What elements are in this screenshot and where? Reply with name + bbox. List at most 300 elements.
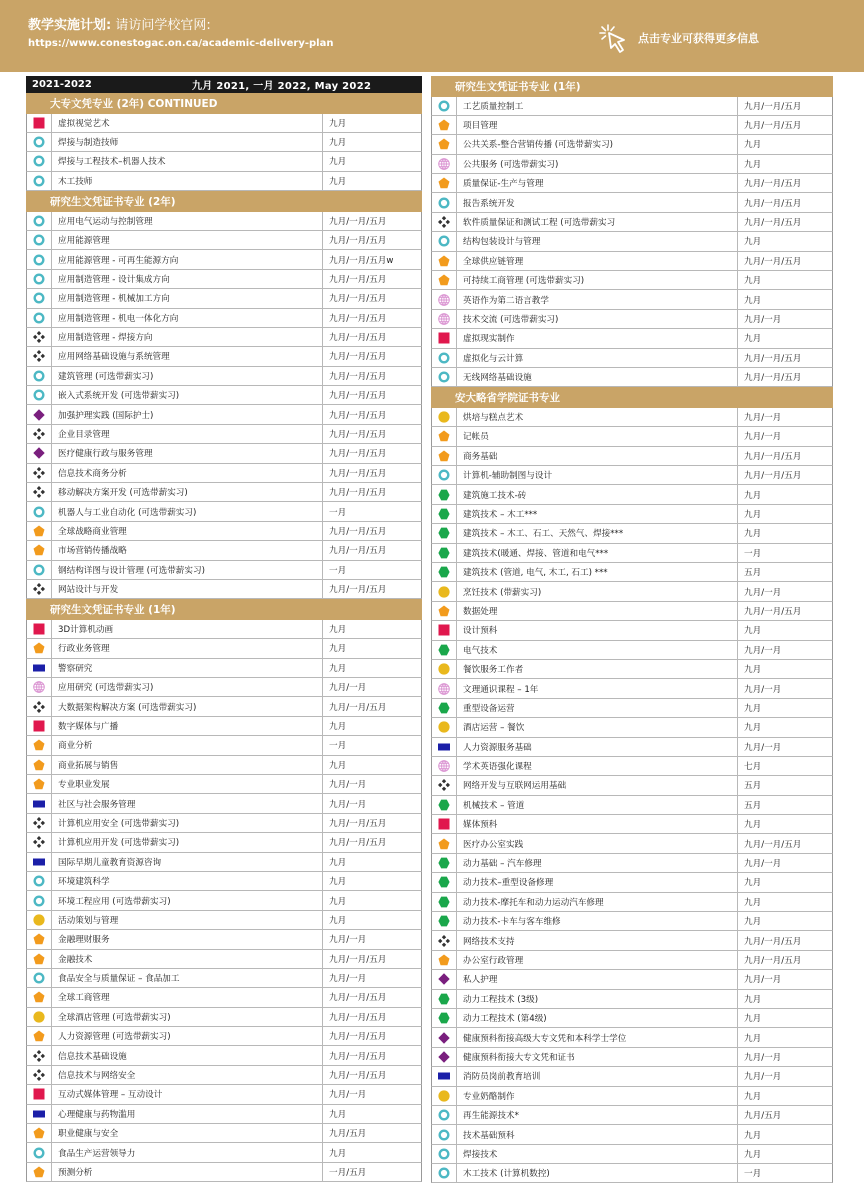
square-icon [27,717,52,735]
program-row[interactable] [26,483,422,502]
cursor-click-icon [598,22,634,54]
program-name[interactable]: 预测分析 [52,1163,323,1181]
program-name[interactable]: 机械技术 – 管道 [457,796,738,814]
program-name[interactable]: 焊接与制造技师 [52,133,323,151]
program-intake: 九月 [744,276,762,287]
square-icon [432,621,457,639]
program-name[interactable]: 应用能源管理 - 可再生能源方向 [52,250,323,268]
program-row[interactable] [26,1027,422,1046]
circle-icon [27,502,52,520]
cluster-icon [27,697,52,715]
program-name[interactable]: 互动式媒体管理 – 互动设计 [52,1085,323,1103]
program-intake: 九月/一月/五月 [329,313,387,324]
program-intake: 九月 [744,510,762,520]
program-intake: 九月/一月/五月 [329,216,387,227]
program-row[interactable] [26,717,422,736]
program-row[interactable] [431,602,833,621]
program-intake: 九月 [744,878,762,889]
program-row[interactable] [26,911,422,930]
program-row[interactable] [26,114,422,133]
program-name[interactable]: 专业职业发展 [52,775,323,793]
program-row[interactable] [431,524,833,543]
program-name[interactable]: 消防员岗前教育培训 [457,1067,738,1085]
program-intake: 九月 [744,334,762,345]
program-row[interactable] [26,872,422,891]
program-row[interactable] [26,405,422,424]
rect-icon [432,1067,457,1085]
program-name[interactable]: 私人护理 [457,970,738,988]
program-intake: 九月/一月 [744,684,782,695]
program-row[interactable] [26,250,422,269]
program-intake: 九月/一月/五月 [744,451,802,462]
program-intake: 九月/一月/五月 [329,838,387,849]
program-name[interactable]: 虚拟化与云计算 [457,349,738,367]
pentagon-icon [27,930,52,948]
program-row[interactable] [26,756,422,775]
pentagon-icon [27,522,52,540]
program-name[interactable]: 金融理财服务 [52,930,323,948]
program-intake: 九月/一月/五月 [329,430,387,441]
program-row[interactable] [431,621,833,640]
program-name[interactable]: 电气技术 [457,641,738,659]
program-row[interactable] [26,639,422,658]
program-row[interactable] [431,1125,833,1144]
program-row[interactable] [431,368,833,387]
program-row[interactable] [431,563,833,582]
program-intake: 九月/一月 [744,413,782,424]
program-row[interactable] [26,1124,422,1143]
program-name[interactable]: 网络技术支持 [457,931,738,949]
pentagon-icon [432,116,457,134]
program-intake: 九月 [329,625,347,636]
program-intake: 九月/一月/五月 [329,954,387,965]
program-name[interactable]: 餐饮服务工作者 [457,660,738,678]
program-intake: 九月/一月/五月 [744,101,802,112]
program-name[interactable]: 行政业务管理 [52,639,323,657]
program-name[interactable]: 再生能源技术* [457,1106,738,1124]
program-name[interactable]: 建筑技术 – 木工*** [457,505,738,523]
program-name[interactable]: 可持续工商管理 (可选带薪实习) [457,271,738,289]
program-name[interactable]: 商业分析 [52,736,323,754]
program-row[interactable] [431,329,833,348]
program-row[interactable] [431,990,833,1009]
program-name[interactable]: 信息技术商务分析 [52,464,323,482]
program-row[interactable] [431,485,833,504]
program-name[interactable]: 办公室行政管理 [457,951,738,969]
program-name[interactable]: 建筑施工技术-砖 [457,485,738,503]
program-row[interactable] [26,1163,422,1182]
hexagon-icon [432,796,457,814]
program-name[interactable]: 人力资源服务基础 [457,738,738,756]
program-name[interactable]: 应用研究 (可选带薪实习) [52,678,323,696]
program-name[interactable]: 应用制造管理 - 机电一体化方向 [52,309,323,327]
program-name[interactable]: 食品生产运营领导力 [52,1143,323,1161]
program-intake: 九月 [329,857,347,868]
program-name[interactable]: 虚拟视觉艺术 [52,114,323,132]
program-row[interactable] [431,193,833,212]
program-row[interactable] [26,1066,422,1085]
program-name[interactable]: 应用制造管理 - 机械加工方向 [52,289,323,307]
program-row[interactable] [431,427,833,446]
program-intake: 九月/一月 [744,1052,782,1063]
program-row[interactable] [26,1008,422,1027]
program-name[interactable]: 应用制造管理 - 设计集成方向 [52,270,323,288]
program-name[interactable]: 动力技术-摩托车和动力运动汽车修理 [457,893,738,911]
program-name[interactable]: 动力基础 – 汽车修理 [457,854,738,872]
circle-icon [27,367,52,385]
cluster-icon [27,814,52,832]
yellow-circle-icon [432,408,457,426]
program-name[interactable]: 公共关系-整合营销传播 (可选带薪实习) [457,135,738,153]
pentagon-icon [27,639,52,657]
program-intake: 九月 [744,140,762,151]
program-name[interactable]: 全球战略商业管理 [52,522,323,540]
program-name[interactable]: 虚拟现实制作 [457,329,738,347]
program-intake: 九月 [744,295,762,306]
program-row[interactable] [431,135,833,154]
program-name[interactable]: 动力技术–重型设备修理 [457,873,738,891]
program-row[interactable] [431,1028,833,1047]
program-name[interactable]: 无线网络基础设施 [457,368,738,386]
program-name[interactable]: 职业健康与安全 [52,1124,323,1142]
program-row[interactable] [431,951,833,970]
program-name[interactable]: 烹饪技术 (带薪实习) [457,582,738,600]
program-row[interactable] [431,660,833,679]
section-header: 研究生文凭证书专业 (1年) [26,599,422,620]
section-header: 大专文凭专业 (2年) CONTINUED [26,93,422,114]
program-intake: 九月 [744,917,762,928]
program-intake: 九月/一月/五月 [744,839,802,850]
program-row[interactable] [431,174,833,193]
program-name[interactable]: 全球酒店管理 (可选带薪实习) [52,1008,323,1026]
program-row[interactable] [431,641,833,660]
program-intake: 九月/一月 [329,799,367,810]
program-row[interactable] [26,775,422,794]
program-name[interactable]: 计算机应用安全 (可选带薪实习) [52,814,323,832]
program-row[interactable] [431,1067,833,1086]
program-name[interactable]: 动力技术-卡车与客车维修 [457,912,738,930]
program-name[interactable]: 应用网络基础设施与系统管理 [52,347,323,365]
program-name[interactable]: 警察研究 [52,659,323,677]
program-row[interactable] [431,155,833,174]
program-row[interactable] [26,561,422,580]
section-header: 安大略省学院证书专业 [431,387,833,408]
program-name[interactable]: 质量保证-生产与管理 [457,174,738,192]
program-row[interactable] [431,1106,833,1125]
program-row[interactable] [26,522,422,541]
program-name[interactable]: 计算机应用开发 (可选带薪实习) [52,833,323,851]
program-name[interactable]: 公共服务 (可选带薪实习) [457,155,738,173]
program-row[interactable] [431,815,833,834]
program-intake: 一月 [744,548,762,559]
cluster-icon [432,931,457,949]
program-name[interactable]: 机器人与工业自动化 (可选带薪实习) [52,502,323,520]
program-name[interactable]: 木工技术 (计算机数控) [457,1164,738,1182]
program-name[interactable]: 建筑技术(暖通、焊接、管道和电气*** [457,544,738,562]
program-name[interactable]: 计算机-辅助制图与设计 [457,466,738,484]
program-name[interactable]: 报告系统开发 [457,193,738,211]
program-intake: 九月/一月/五月 [329,527,387,537]
program-name[interactable]: 软件质量保证和测试工程 (可选带薪实习 [457,213,738,231]
program-name[interactable]: 全球供应链管理 [457,252,738,270]
program-name[interactable]: 移动解决方案开发 (可选带薪实习) [52,483,323,501]
program-intake: 九月 [744,897,762,908]
program-name[interactable]: 全球工商管理 [52,988,323,1006]
program-name[interactable]: 烘培与糕点艺术 [457,408,738,426]
globe-icon [432,155,457,173]
program-row[interactable] [26,172,422,191]
program-intake: 九月/一月/五月 [744,198,802,209]
program-name[interactable]: 技术交流 (可选带薪实习) [457,310,738,328]
program-row[interactable] [431,796,833,815]
program-row[interactable] [26,1085,422,1104]
circle-icon [27,212,52,230]
program-row[interactable] [431,718,833,737]
program-row[interactable] [26,659,422,678]
program-row[interactable] [26,1105,422,1124]
program-row[interactable] [431,1164,833,1183]
program-name[interactable]: 应用制造管理 - 焊接方向 [52,328,323,346]
program-name[interactable]: 社区与社会服务管理 [52,794,323,812]
hexagon-icon [432,563,457,581]
program-name[interactable]: 国际早期儿童教育资源咨询 [52,853,323,871]
program-name[interactable]: 媒体预科 [457,815,738,833]
cluster-icon [27,347,52,365]
program-row[interactable] [431,776,833,795]
program-intake: 九月 [744,665,762,676]
program-intake: 九月 [744,529,762,540]
program-row[interactable] [431,931,833,950]
program-name[interactable]: 酒店运营 – 餐饮 [457,718,738,736]
program-row[interactable] [26,814,422,833]
program-name[interactable]: 环境工程应用 (可选带薪实习) [52,891,323,909]
program-row[interactable] [26,231,422,250]
program-name[interactable]: 建筑技术 (管道, 电气, 木工, 石工) *** [457,563,738,581]
program-row[interactable] [431,290,833,309]
program-intake: 九月/一月/五月 [744,606,802,617]
program-intake: 五月 [744,800,762,811]
diamond-icon [432,970,457,988]
program-row[interactable] [26,464,422,483]
program-name[interactable]: 木工技师 [52,172,323,190]
program-row[interactable] [26,853,422,872]
circle-icon [27,386,52,404]
program-row[interactable] [26,444,422,463]
square-icon [27,1085,52,1103]
program-intake: 九月/一月 [744,314,782,325]
program-name[interactable]: 记帐员 [457,427,738,445]
program-intake: 九月 [744,1014,762,1025]
program-row[interactable] [431,271,833,290]
program-row[interactable] [26,697,422,716]
program-name[interactable]: 结构包装设计与管理 [457,232,738,250]
program-row[interactable] [431,1087,833,1106]
program-row[interactable] [431,893,833,912]
program-intake: 九月/一月/五月 [744,218,802,229]
pentagon-icon [27,1124,52,1142]
program-name[interactable]: 学术英语强化课程 [457,757,738,775]
program-name[interactable]: 医疗办公室实践 [457,834,738,852]
program-name[interactable]: 信息技术基础设施 [52,1046,323,1064]
program-intake: 一月 [744,1169,762,1180]
program-name[interactable]: 专业奶酪制作 [457,1087,738,1105]
program-row[interactable] [26,1046,422,1065]
program-intake: 九月/一月/五月 [744,955,802,966]
program-row[interactable] [431,1145,833,1164]
program-name[interactable]: 动力工程技术 (3级) [457,990,738,1008]
program-row[interactable] [26,541,422,560]
pentagon-icon [432,447,457,465]
program-row[interactable] [431,116,833,135]
program-intake: 九月/一月/五月 [329,1032,387,1043]
program-row[interactable] [26,950,422,969]
program-intake: 九月/一月/五月 [329,352,387,363]
program-name[interactable]: 焊接与工程技术–机器人技术 [52,152,323,170]
program-row[interactable] [431,757,833,776]
program-row[interactable] [431,854,833,873]
program-intake: 九月/五月 [744,1111,782,1122]
cluster-icon [27,833,52,851]
program-name[interactable]: 项目管理 [457,116,738,134]
program-row[interactable] [26,678,422,697]
program-name[interactable]: 金融技术 [52,950,323,968]
program-row[interactable] [431,505,833,524]
program-intake: 一月 [329,565,347,576]
program-name[interactable]: 应用电气运动与控制管理 [52,212,323,230]
program-row[interactable] [26,289,422,308]
program-row[interactable] [431,232,833,251]
program-name[interactable]: 重型设备运营 [457,699,738,717]
program-row[interactable] [26,133,422,152]
program-row[interactable] [431,349,833,368]
program-row[interactable] [431,873,833,892]
program-row[interactable] [26,425,422,444]
program-row[interactable] [431,1048,833,1067]
program-name[interactable]: 英语作为第二语言教学 [457,290,738,308]
program-row[interactable] [26,212,422,231]
program-row[interactable] [26,367,422,386]
program-intake: 九月/一月/五月 [744,373,802,384]
program-row[interactable] [431,970,833,989]
program-row[interactable] [26,891,422,910]
program-row[interactable] [431,408,833,427]
program-row[interactable] [431,252,833,271]
diamond-icon [27,405,52,423]
program-row[interactable] [26,794,422,813]
program-name[interactable]: 文理通识课程 – 1年 [457,679,738,697]
program-row[interactable] [431,679,833,698]
program-row[interactable] [26,969,422,988]
program-name[interactable]: 活动策划与管理 [52,911,323,929]
program-row[interactable] [26,347,422,366]
program-row[interactable] [26,328,422,347]
header-banner [0,0,864,72]
program-row[interactable] [26,270,422,289]
program-row[interactable] [26,386,422,405]
program-row[interactable] [26,833,422,852]
program-name[interactable]: 信息技术与网络安全 [52,1066,323,1084]
circle-icon [432,466,457,484]
program-row[interactable] [26,152,422,171]
program-row[interactable] [431,582,833,601]
program-name[interactable]: 环境建筑科学 [52,872,323,890]
program-row[interactable] [26,1143,422,1162]
program-name[interactable]: 医疗健康行政与服务管理 [52,444,323,462]
program-name[interactable]: 市场营销传播战略 [52,541,323,559]
program-row[interactable] [431,97,833,116]
circle-icon [27,309,52,327]
program-name[interactable]: 网络开发与互联网运用基础 [457,776,738,794]
program-name[interactable]: 商务基础 [457,447,738,465]
program-name[interactable]: 大数据架构解决方案 (可选带薪实习) [52,697,323,715]
program-name[interactable]: 网站设计与开发 [52,580,323,598]
program-row[interactable] [431,310,833,329]
header-url[interactable]: https://www.conestogac.on.ca/academic-delivery-plan [28,38,334,49]
program-name[interactable]: 工艺质量控制工 [457,97,738,115]
program-row[interactable] [26,736,422,755]
program-row[interactable] [26,988,422,1007]
click-hint [598,22,759,54]
circle-icon [27,289,52,307]
program-intake: 九月 [329,157,347,168]
program-intake: 九月/一月/五月 [329,274,387,285]
program-row[interactable] [431,213,833,232]
program-row[interactable] [431,834,833,853]
program-row[interactable] [431,447,833,466]
program-name[interactable]: 应用能源管理 [52,231,323,249]
program-name[interactable]: 动力工程技术 (第4级) [457,1009,738,1027]
hexagon-icon [432,641,457,659]
circle-icon [432,349,457,367]
program-name[interactable]: 心理健康与药物滥用 [52,1105,323,1123]
program-row[interactable] [26,580,422,599]
program-row[interactable] [431,1009,833,1028]
program-row[interactable] [26,930,422,949]
pentagon-icon [27,736,52,754]
program-name[interactable]: 数据处理 [457,602,738,620]
program-name[interactable]: 商业拓展与销售 [52,756,323,774]
circle-icon [27,561,52,579]
program-name[interactable]: 企业目录管理 [52,425,323,443]
cluster-icon [27,580,52,598]
program-row[interactable] [431,699,833,718]
program-row[interactable] [431,912,833,931]
program-name[interactable]: 健康预科衔接高级大专文凭和本科学士学位 [457,1028,738,1046]
program-name[interactable]: 建筑管理 (可选带薪实习) [52,367,323,385]
program-name[interactable]: 人力资源管理 (可选带薪实习) [52,1027,323,1045]
program-row[interactable] [431,738,833,757]
program-name[interactable]: 食品安全与质量保证 – 食品加工 [52,969,323,987]
pentagon-icon [27,988,52,1006]
program-name[interactable]: 焊接技术 [457,1145,738,1163]
program-row[interactable] [26,502,422,521]
program-name[interactable]: 建筑技术 – 木工、石工、天然气、焊接*** [457,524,738,542]
program-name[interactable]: 数字媒体与广播 [52,717,323,735]
program-name[interactable]: 技术基础预科 [457,1125,738,1143]
diamond-icon [27,444,52,462]
program-name[interactable]: 嵌入式系统开发 (可选带薪实习) [52,386,323,404]
program-name[interactable]: 钢结构详图与设计管理 (可选带薪实习) [52,561,323,579]
program-intake: 九月/一月 [329,974,367,985]
program-row[interactable] [431,466,833,485]
program-name[interactable]: 健康预科衔接大专文凭和证书 [457,1048,738,1066]
program-name[interactable]: 设计预科 [457,621,738,639]
program-row[interactable] [26,620,422,639]
program-row[interactable] [26,309,422,328]
program-row[interactable] [431,544,833,563]
program-name[interactable]: 3D计算机动画 [52,620,323,638]
program-name[interactable]: 加强护理实践 (国际护士) [52,405,323,423]
